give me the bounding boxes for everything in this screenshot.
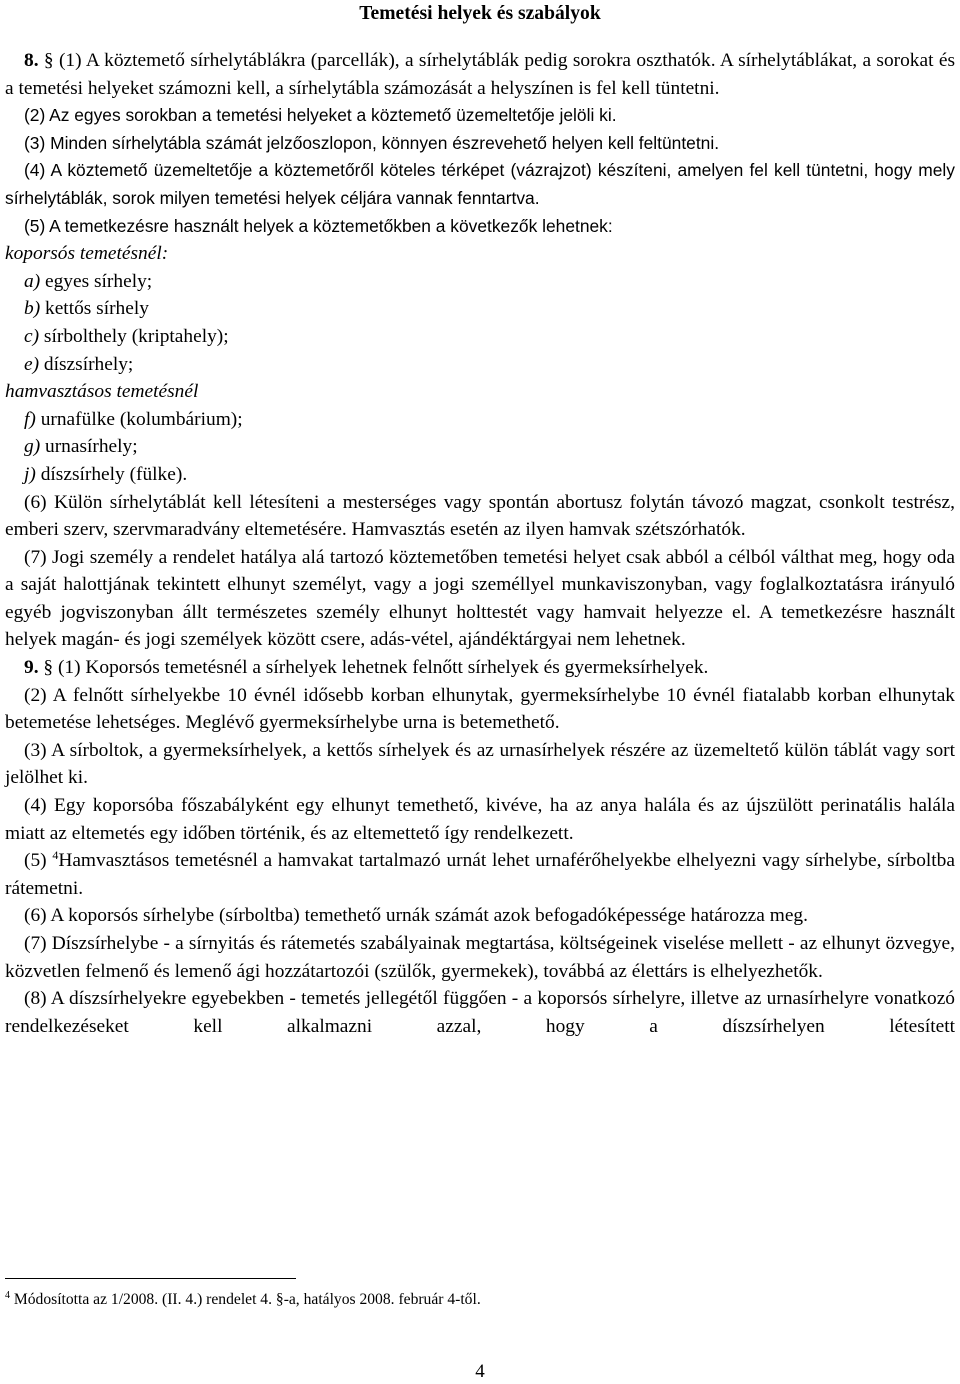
section-8-number: 8. <box>24 50 39 71</box>
page-title: Temetési helyek és szabályok <box>359 3 601 24</box>
section-9-paragraph-4: (4) Egy koporsóba főszabályként egy elhunyt temethető, kivéve, ha az anya halála és az újszülött perinatális halála miatt az eltemetés egy időben történik, és az eltemettető így rendelkezett. <box>5 795 955 844</box>
list-item-g: g) urnasírhely; <box>24 436 138 458</box>
footnote-divider <box>5 1278 296 1279</box>
section-9-paragraph-7: (7) Díszsírhelybe - a sírnyitás és rátemetés szabályainak megtartása, költségeinek viselése mellett - az elhunyt özvegye, közvetlen felmenő és lemenő ági hozzátartozói (szülők, gyermekek), továbbá az élettárs is elhelyezhetők. <box>5 933 955 982</box>
cremation-burial-heading: hamvasztásos temetésnél <box>5 381 199 403</box>
section-8-paragraph-3: (3) Minden sírhelytábla számát jelzőoszlopon, könnyen észrevehető helyen kell feltüntetni. <box>24 132 720 153</box>
footnote-text: Módosította az 1/2008. (II. 4.) rendelet 4. §-a, hatályos 2008. február 4-től. <box>10 1291 481 1308</box>
section-8-paragraph-1: 8. § (1) A köztemető sírhelytáblákra (parcellák), a sírhelytáblák pedig sorokra oszthatók. A sírhelytáblákat, a sorokat és a temetési helyeket számozni kell, a sírhelytábla számozását a helyszínen is fel kell tüntetni. <box>5 50 955 99</box>
coffin-burial-heading: koporsós temetésnél: <box>5 243 169 265</box>
section-9-paragraph-2: (2) A felnőtt sírhelyekbe 10 évnél idősebb korban elhunytak, gyermeksírhelybe 10 évnél fiatalabb korban elhunytak betemetése lehetséges. Meglévő gyermeksírhelybe urna is betemethető. <box>5 684 955 734</box>
footnote <box>5 1290 955 1310</box>
list-item-a: a) egyes sírhely; <box>24 270 153 292</box>
section-9-paragraph-6: (6) A koporsós sírhelybe (sírboltba) temethető urnák számát azok befogadóképessége határozza meg. <box>24 905 808 927</box>
list-item-j: j) díszsírhely (fülke). <box>24 463 188 485</box>
section-9-paragraph-5: (5) $^4$Hamvasztásos temetésnél a hamvakat tartalmazó urnát lehet urnaférőhelyekbe elhelyezni vagy sírhelybe, sírboltba rátemetni. <box>5 848 955 899</box>
section-8-paragraph-2: (2) Az egyes sorokban a temetési helyeket a köztemető üzemeltetője jelöli ki. <box>24 105 617 126</box>
section-9-number: 9. <box>24 657 39 679</box>
section-9-paragraph-1: 9. § (1) Koporsós temetésnél a sírhelyek lehetnek felnőtt sírhelyek és gyermeksírhelyek. <box>24 657 709 679</box>
list-item-f: f) urnafülke (kolumbárium); <box>24 408 243 430</box>
section-8-paragraph-5: (5) A temetkezésre használt helyek a köztemetőkben a következők lehetnek: <box>24 215 613 236</box>
section-8-paragraph-6: (6) Külön sírhelytáblát kell létesíteni a mesterséges vagy spontán abortusz folytán távozó magzat, csonkolt testrész, emberi szerv, szervmaradvány eltemetésére. Hamvasztás esetén az ilyen hamvak szétszórhatók. <box>5 491 955 541</box>
footnote-mark: 4 <box>5 1290 10 1301</box>
footnote-reference[interactable]: 4 <box>52 848 59 863</box>
list-item-e: e) díszsírhely; <box>24 353 134 375</box>
list-item-c: c) sírbolthely (kriptahely); <box>24 325 229 347</box>
list-item-b: b) kettős sírhely <box>24 298 149 320</box>
section-8-paragraph-7: (7) Jogi személy a rendelet hatálya alá tartozó köztemetőben temetési helyet csak abból a célból válthat meg, hogy oda a saját halottjának tekintett elhunyt személyt, vagy a jogi személlyel munkaviszonyban, vagy foglalkoztatásra irányuló egyéb jogviszonyban állt természetes személy elhunyt holttestét vagy hamvait helyezze el. A temetkezésre használt helyek magán- és jogi személyek között csere, adás-vétel, ajándéktárgyai nem lehetnek. <box>5 546 955 651</box>
document-body <box>5 47 955 1040</box>
section-8-paragraph-4: (4) A köztemető üzemeltetője a köztemetőről köteles térképet (vázrajzot) készíteni, amelyen fel kell tüntetni, hogy mely sírhelytáblák, sorok milyen temetési helyek céljára vannak fenntartva. <box>5 160 955 208</box>
section-9-paragraph-3: (3) A sírboltok, a gyermeksírhelyek, a kettős sírhelyek és az urnasírhelyek részére az üzemeltető külön táblát vagy sort jelölhet ki. <box>5 739 955 789</box>
page-number: 4 <box>475 1361 485 1382</box>
section-9-paragraph-8: (8) A díszsírhelyekre egyebekben - temetés jellegétől függően - a koporsós sírhelyre, illetve az urnasírhelyre vonatkozó rendelkezéseket kell alkalmazni azzal, hogy a díszsírhelyen létesített <box>5 988 955 1037</box>
